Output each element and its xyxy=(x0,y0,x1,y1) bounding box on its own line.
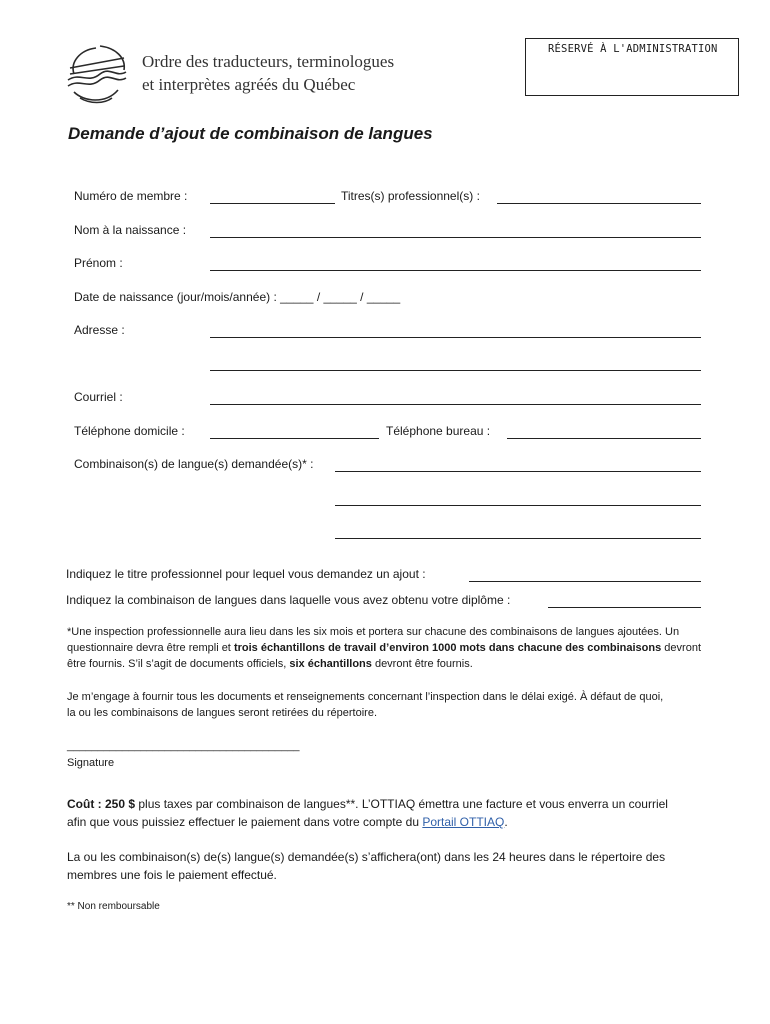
inspection-note-line-3 xyxy=(67,656,473,672)
admin-reserved-label: RÉSERVÉ À L'ADMINISTRATION xyxy=(548,43,718,55)
portal-ottiaq-link[interactable]: Portail OTTIAQ xyxy=(422,815,505,829)
home-phone-field[interactable] xyxy=(210,438,379,439)
work-phone-field[interactable] xyxy=(507,438,701,439)
first-name-label: Prénom : xyxy=(74,256,123,270)
titles-field[interactable] xyxy=(497,203,701,204)
inspection-text: questionnaire devra être rempli et xyxy=(67,642,234,654)
org-name-line-1: Ordre des traducteurs, terminologues xyxy=(142,52,395,71)
page-title: Demande d’ajout de combinaison de langues xyxy=(68,124,433,143)
birth-date-field[interactable]: Date de naissance (jour/mois/année) : _____ / _____ / _____ xyxy=(74,290,401,304)
non-refundable-footnote: ** Non remboursable xyxy=(67,901,160,912)
cost-text: plus taxes par combinaison de langues**. L’OTTIAQ émettra une facture et vous enverra un courriel xyxy=(135,797,668,811)
display-note-line-1: La ou les combinaison(s) de(s) langue(s) demandée(s) s’affichera(ont) dans les 24 heures dans le répertoire des xyxy=(67,850,666,864)
inspection-note-line-2 xyxy=(67,640,701,656)
member-number-label: Numéro de membre : xyxy=(74,189,188,203)
diploma-combination-label: Indiquez la combinaison de langues dans laquelle vous avez obtenu votre diplôme : xyxy=(66,593,511,607)
combination-field-2[interactable] xyxy=(335,505,701,506)
cost-line-2 xyxy=(67,813,508,831)
combination-field-3[interactable] xyxy=(335,538,701,539)
admin-reserved-box xyxy=(525,38,739,96)
first-name-field[interactable] xyxy=(210,270,701,271)
member-number-field[interactable] xyxy=(210,203,335,204)
signature-field[interactable]: ______________________________________ xyxy=(67,740,300,752)
address-field-1[interactable] xyxy=(210,337,701,338)
birth-name-label: Nom à la naissance : xyxy=(74,223,187,237)
work-phone-label: Téléphone bureau : xyxy=(386,424,491,438)
inspection-text: devront être fournis. xyxy=(371,658,473,670)
commitment-line-2: la ou les combinaisons de langues seront retirées du répertoire. xyxy=(67,707,378,719)
title-request-field[interactable] xyxy=(469,581,701,582)
inspection-note-line-1: *Une inspection professionnelle aura lieu dans les six mois et portera sur chacune des combinaisons de langues ajoutées. Un xyxy=(67,626,680,638)
cost-line-1 xyxy=(67,795,668,813)
display-note-line-2: membres une fois le paiement effectué. xyxy=(67,868,277,882)
email-field[interactable] xyxy=(210,404,701,405)
inspection-text: être fournis. S’il s’agit de documents officiels, xyxy=(67,658,290,670)
title-request-label: Indiquez le titre professionnel pour lequel vous demandez un ajout : xyxy=(66,567,426,581)
address-label: Adresse : xyxy=(74,323,125,337)
samples-requirement: trois échantillons de travail d’environ 1000 mots dans chacune des combinaisons xyxy=(233,642,662,654)
home-phone-label: Téléphone domicile : xyxy=(74,424,185,438)
commitment-line-1: Je m’engage à fournir tous les documents et renseignements concernant l’inspection dans le délai exigé. À défaut de quoi, xyxy=(67,691,664,703)
diploma-combination-field[interactable] xyxy=(548,607,701,608)
email-label: Courriel : xyxy=(74,390,123,404)
cost-text: . xyxy=(504,815,508,829)
cost-amount: Coût : 250 $ xyxy=(67,797,136,811)
ottiaq-waves-logo-icon xyxy=(66,44,132,104)
org-name-line-2: et interprètes agréés du Québec xyxy=(142,75,356,94)
combination-field-1[interactable] xyxy=(335,471,701,472)
official-samples-requirement: six échantillons xyxy=(289,658,372,670)
inspection-text: devront xyxy=(661,642,701,654)
signature-label: Signature xyxy=(67,757,115,769)
address-field-2[interactable] xyxy=(210,370,701,371)
birth-name-field[interactable] xyxy=(210,237,701,238)
combinations-label: Combinaison(s) de langue(s) demandée(s)* : xyxy=(74,457,314,471)
cost-text: afin que vous puissiez effectuer le paiement dans votre compte du xyxy=(67,815,423,829)
titles-label: Titres(s) professionnel(s) : xyxy=(341,189,480,203)
